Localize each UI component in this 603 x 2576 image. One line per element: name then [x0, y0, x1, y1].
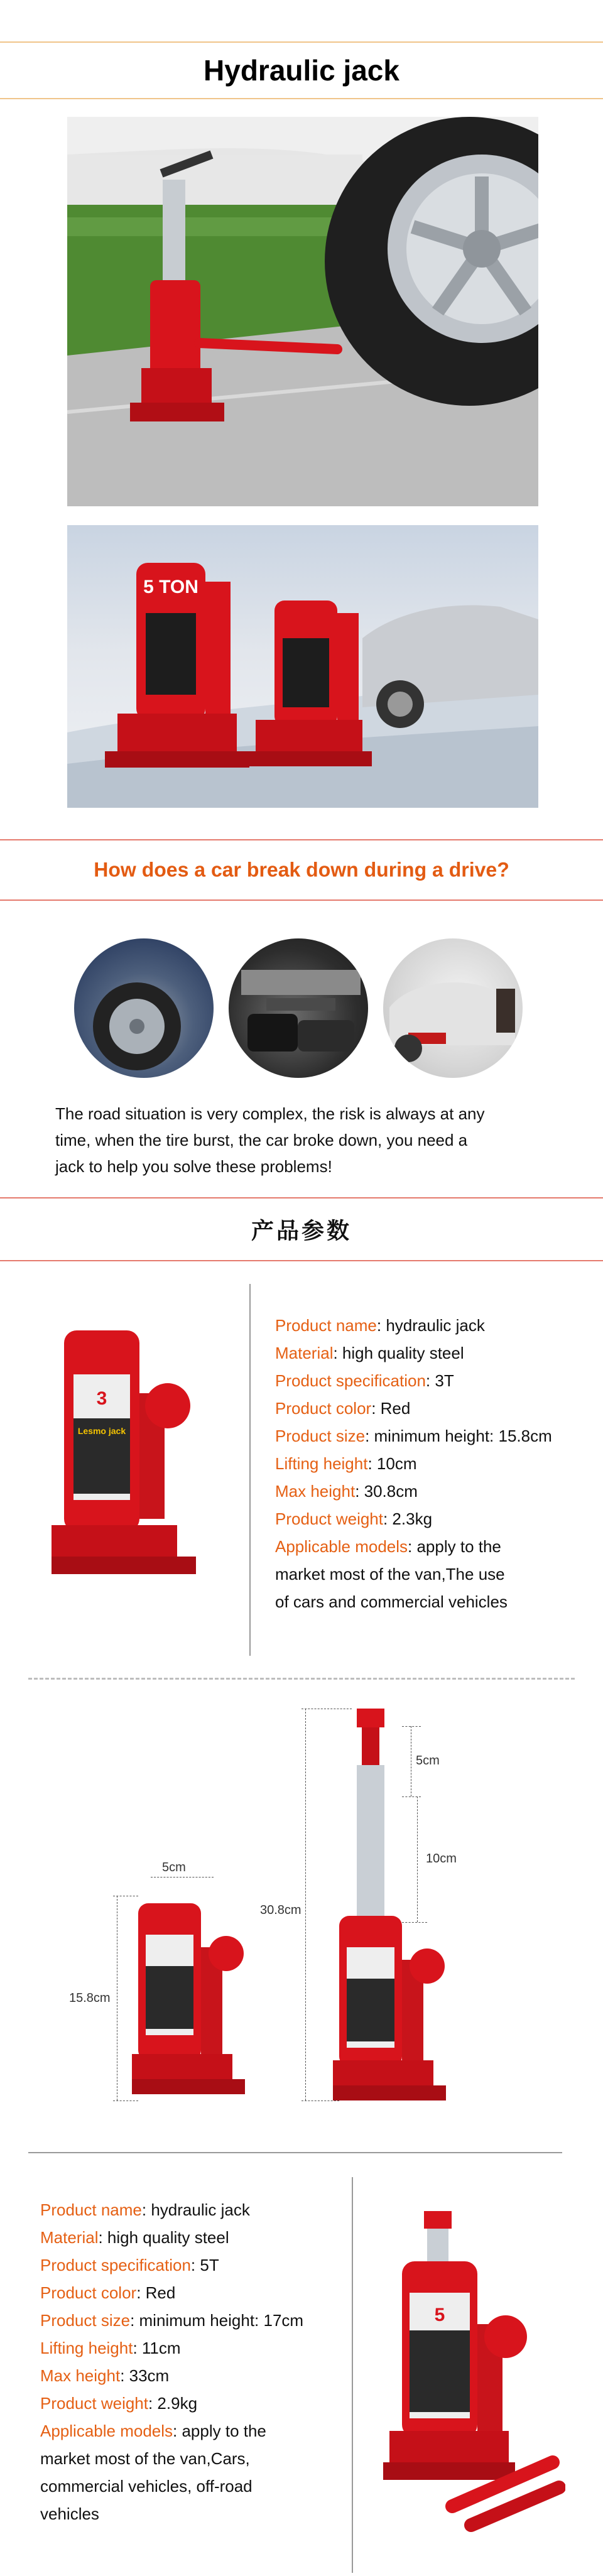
- dimension-diagram: [0, 1696, 603, 2136]
- spec-5t-models: Applicable models: apply to the: [40, 2421, 266, 2440]
- dim-min-height-tick-bottom: [113, 2100, 138, 2101]
- title-banner: [0, 41, 603, 99]
- spec-5t-models-cont-2: commercial vehicles, off-road: [40, 2477, 253, 2496]
- spec-5t-size: Product size: minimum height: 17cm: [40, 2311, 304, 2330]
- dashed-separator: [28, 1678, 575, 1680]
- divider-horizontal: [28, 2152, 562, 2153]
- section-banner-params: [0, 1197, 603, 1261]
- spec-3t-lifting-height: Lifting height: 10cm: [275, 1454, 417, 1473]
- dim-width-line: [151, 1877, 214, 1878]
- spec-5t-models-cont-3: vehicles: [40, 2504, 99, 2523]
- section-banner-question: [0, 839, 603, 901]
- spec-3t-weight: Product weight: 2.3kg: [275, 1509, 433, 1528]
- dim-max-height-line: [305, 1709, 306, 2100]
- dim-lift-tick-bottom: [402, 1922, 427, 1923]
- product-image-5t-jack: [377, 2211, 565, 2538]
- dim-top-tick-top: [402, 1726, 421, 1727]
- spec-3t-size: Product size: minimum height: 15.8cm: [275, 1427, 552, 1445]
- intro-paragraph: [55, 1101, 558, 1180]
- product-image-3t-jack: [52, 1318, 202, 1582]
- spec-3t-name: Product name: hydraulic jack: [275, 1316, 485, 1335]
- spec-3t-models: Applicable models: apply to the: [275, 1537, 501, 1556]
- intro-line-1: The road situation is very complex, the risk is always at any: [55, 1104, 485, 1123]
- spec-5t-weight: Product weight: 2.9kg: [40, 2394, 198, 2413]
- dim-top-label: 5cm: [416, 1754, 440, 1768]
- dim-lift-label: 10cm: [426, 1852, 457, 1866]
- jack-3t-brand: Lesmo jack: [77, 1426, 126, 1436]
- diagram-jack-max: [327, 1709, 452, 2111]
- intro-line-2: time, when the tire burst, the car broke down, you need a: [55, 1131, 468, 1149]
- spec-3t-color: Product color: Red: [275, 1399, 411, 1418]
- spec-5t-material: Material: high quality steel: [40, 2228, 229, 2247]
- spec-3t-max-height: Max height: 30.8cm: [275, 1482, 418, 1501]
- section-title-question: How does a car break down during a drive?: [94, 858, 509, 881]
- circle-photo-flat-tire: [74, 938, 214, 1078]
- divider-vertical-5t: [352, 2177, 353, 2573]
- intro-line-3: jack to help you solve these problems!: [55, 1157, 332, 1176]
- spec-3t-models-cont-2: of cars and commercial vehicles: [275, 1592, 508, 1611]
- jack-5t-tonnage: 5: [434, 2305, 445, 2325]
- dim-lift-line: [417, 1796, 418, 1922]
- spec-5t-specification: Product specification: 5T: [40, 2256, 219, 2274]
- dim-width-label: 5cm: [162, 1861, 186, 1874]
- product-photo-two-jacks: [67, 525, 538, 808]
- diagram-jack-min: [132, 1891, 251, 2104]
- dim-top-tick-bottom: [402, 1796, 421, 1797]
- page-title: Hydraulic jack: [204, 54, 399, 87]
- dim-min-height-label: 15.8cm: [69, 1991, 111, 2005]
- divider-vertical-3t: [249, 1284, 251, 1656]
- spec-3t-specification: Product specification: 3T: [275, 1371, 454, 1390]
- spec-5t-name: Product name: hydraulic jack: [40, 2200, 250, 2219]
- spec-5t-max-height: Max height: 33cm: [40, 2366, 170, 2385]
- hero-photo-car-lift: [67, 117, 538, 506]
- spec-list-5t: [40, 2196, 354, 2528]
- jack-a-tonnage: 5 TON: [143, 577, 198, 597]
- jack-3t-tonnage: 3: [96, 1388, 107, 1409]
- circle-photo-trunk-bags: [229, 938, 368, 1078]
- spec-5t-lifting-height: Lifting height: 11cm: [40, 2339, 181, 2357]
- spec-list-3t: [275, 1312, 602, 1616]
- dim-max-height-label: 30.8cm: [260, 1903, 302, 1917]
- circle-photo-car-rear: [383, 938, 523, 1078]
- spec-5t-models-cont-1: market most of the van,Cars,: [40, 2449, 250, 2468]
- section-title-params: 产品参数: [251, 1217, 352, 1244]
- spec-3t-models-cont-1: market most of the van,The use: [275, 1565, 505, 1584]
- spec-5t-color: Product color: Red: [40, 2283, 176, 2302]
- spec-3t-material: Material: high quality steel: [275, 1344, 464, 1362]
- dim-max-height-tick-bottom: [302, 2100, 339, 2101]
